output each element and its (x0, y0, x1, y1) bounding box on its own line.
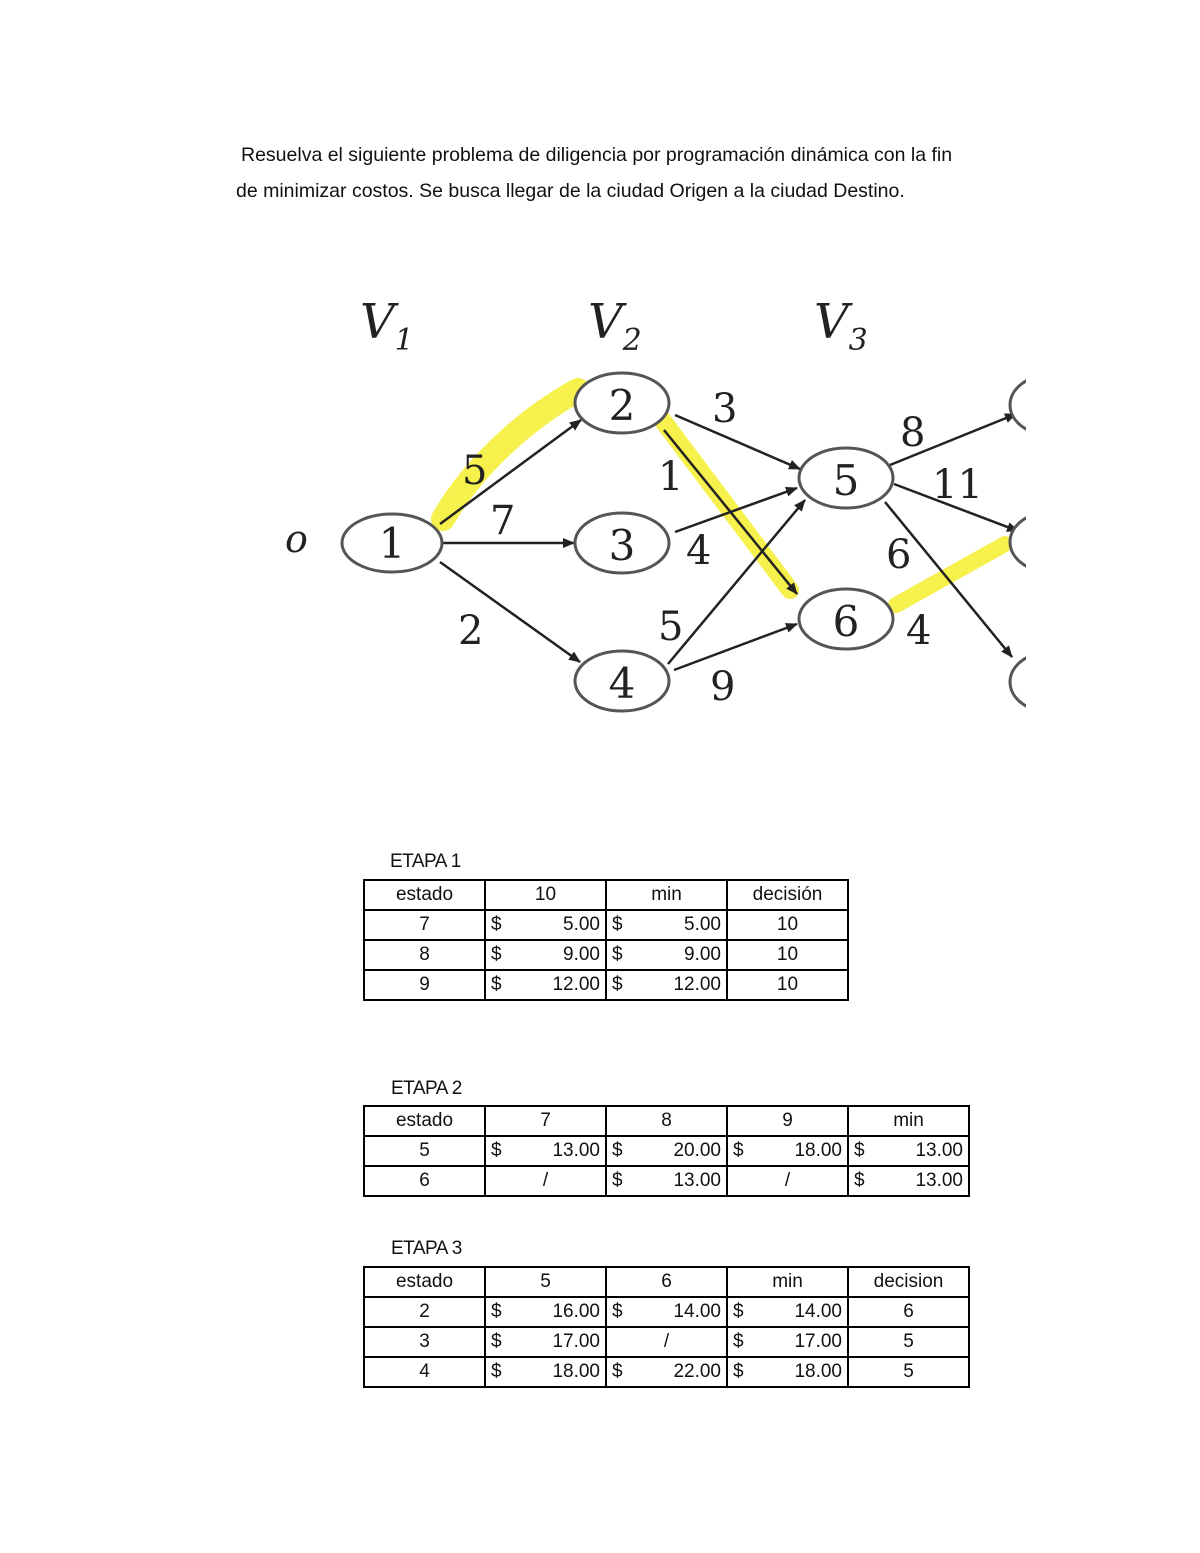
table-cell: 10 (727, 910, 848, 940)
amount-value: 5.00 (563, 914, 600, 935)
node-2 (575, 373, 669, 433)
edge-label: 4 (906, 608, 932, 654)
edge-label: 2 (458, 608, 484, 654)
amount-value: 13.00 (915, 1170, 963, 1191)
edge-label: 6 (886, 532, 912, 578)
edge-label: 1 (658, 454, 684, 500)
table-row (364, 910, 848, 940)
amount-value: 12.00 (673, 974, 721, 995)
amount-value: 22.00 (673, 1361, 721, 1382)
currency-symbol: $ (491, 1140, 502, 1161)
table-cell: 6 (364, 1166, 485, 1196)
amount-value: 9.00 (684, 944, 721, 965)
table-cell (485, 1136, 606, 1166)
currency-symbol: $ (733, 1361, 744, 1382)
table-cell (727, 1357, 848, 1387)
table-cell (606, 1166, 727, 1196)
stage-2-title: ETAPA 2 (391, 1078, 462, 1099)
table-header-row (364, 1106, 969, 1136)
table-row (364, 1357, 969, 1387)
table-cell: 9 (364, 970, 485, 1000)
table-cell (485, 1327, 606, 1357)
table-cell (848, 1166, 969, 1196)
amount-value: 16.00 (552, 1301, 600, 1322)
edge-label: 4 (686, 528, 712, 574)
currency-symbol: $ (854, 1140, 865, 1161)
table-row (364, 1136, 969, 1166)
edge-label: 8 (900, 410, 926, 456)
currency-symbol: $ (612, 1140, 623, 1161)
amount-value: 13.00 (552, 1140, 600, 1161)
table-cell: 7 (364, 910, 485, 940)
table-cell (485, 970, 606, 1000)
table-cell (485, 1357, 606, 1387)
amount-value: 17.00 (552, 1331, 600, 1352)
table-header-row (364, 880, 848, 910)
stage-label-v2: $V_2$ (588, 294, 642, 358)
table-cell: 5 (848, 1357, 969, 1387)
node-partial-mid (1010, 512, 1026, 572)
table-cell: 4 (364, 1357, 485, 1387)
table-cell (727, 1327, 848, 1357)
table-cell: 3 (364, 1327, 485, 1357)
table-header-cell: estado (364, 880, 485, 910)
edge-label: 5 (462, 448, 488, 494)
currency-symbol: $ (733, 1331, 744, 1352)
table-header-cell: min (848, 1106, 969, 1136)
node-partial-top (1010, 375, 1026, 435)
table-cell (727, 1136, 848, 1166)
currency-symbol: $ (491, 1331, 502, 1352)
highlight-stroke (896, 544, 1005, 605)
table-cell (606, 910, 727, 940)
amount-value: 5.00 (684, 914, 721, 935)
node-6 (799, 589, 893, 649)
stage-1-table (363, 879, 849, 1001)
table-header-cell: 8 (606, 1106, 727, 1136)
node-5 (799, 448, 893, 508)
table-header-cell: 7 (485, 1106, 606, 1136)
table-cell: / (606, 1327, 727, 1357)
stage-label-v3: $V_3$ (814, 294, 868, 358)
stage-3-title: ETAPA 3 (391, 1238, 462, 1259)
amount-value: 12.00 (552, 974, 600, 995)
table-cell (606, 1297, 727, 1327)
node-3 (575, 513, 669, 573)
table-header-cell: 6 (606, 1267, 727, 1297)
amount-value: 17.00 (794, 1331, 842, 1352)
table-cell: / (727, 1166, 848, 1196)
currency-symbol: $ (854, 1170, 865, 1191)
svg-text:4: 4 (608, 659, 636, 708)
table-row (364, 1166, 969, 1196)
table-header-cell: min (727, 1267, 848, 1297)
edge-label: 11 (932, 462, 983, 508)
currency-symbol: $ (612, 974, 623, 995)
edge-label: 7 (490, 498, 516, 544)
origin-label: o (285, 517, 308, 561)
table-header-cell: 9 (727, 1106, 848, 1136)
table-cell: 10 (727, 970, 848, 1000)
table-row (364, 970, 848, 1000)
table-header-cell: decision (848, 1267, 969, 1297)
amount-value: 18.00 (794, 1361, 842, 1382)
amount-value: 18.00 (794, 1140, 842, 1161)
amount-value: 14.00 (794, 1301, 842, 1322)
currency-symbol: $ (612, 1361, 623, 1382)
table-row (364, 940, 848, 970)
table-cell (606, 970, 727, 1000)
network-diagram (260, 272, 1026, 722)
svg-text:1: 1 (378, 519, 406, 568)
amount-value: 14.00 (673, 1301, 721, 1322)
node-1 (342, 514, 442, 572)
table-header-cell: min (606, 880, 727, 910)
amount-value: 20.00 (673, 1140, 721, 1161)
currency-symbol: $ (612, 1170, 623, 1191)
table-cell (606, 940, 727, 970)
stage-3-table (363, 1266, 970, 1388)
edge-5-bottom (885, 502, 1012, 657)
svg-text:6: 6 (832, 597, 860, 646)
table-cell: 10 (727, 940, 848, 970)
svg-text:5: 5 (832, 456, 860, 505)
problem-statement-line-1: Resuelva el siguiente problema de diligencia por programación dinámica con la fin (241, 144, 953, 166)
table-cell (485, 940, 606, 970)
amount-value: 9.00 (563, 944, 600, 965)
amount-value: 13.00 (673, 1170, 721, 1191)
table-cell: 5 (848, 1327, 969, 1357)
edge-label: 5 (658, 604, 684, 650)
currency-symbol: $ (612, 944, 623, 965)
table-cell (485, 1297, 606, 1327)
node-partial-bottom (1010, 652, 1026, 712)
stage-1-title: ETAPA 1 (390, 851, 461, 872)
svg-text:2: 2 (608, 381, 636, 430)
currency-symbol: $ (612, 1301, 623, 1322)
edge-4-6 (674, 624, 797, 670)
table-cell (606, 1136, 727, 1166)
currency-symbol: $ (491, 974, 502, 995)
table-header-cell: 5 (485, 1267, 606, 1297)
table-cell (727, 1297, 848, 1327)
table-cell (848, 1136, 969, 1166)
currency-symbol: $ (612, 914, 623, 935)
table-header-cell: estado (364, 1267, 485, 1297)
table-cell (606, 1357, 727, 1387)
stage-label-v1: $V_1$ (360, 294, 414, 358)
currency-symbol: $ (491, 1301, 502, 1322)
amount-value: 13.00 (915, 1140, 963, 1161)
table-row (364, 1297, 969, 1327)
table-cell: 6 (848, 1297, 969, 1327)
table-header-cell: estado (364, 1106, 485, 1136)
svg-text:3: 3 (608, 521, 636, 570)
currency-symbol: $ (491, 914, 502, 935)
table-row (364, 1327, 969, 1357)
table-cell: 2 (364, 1297, 485, 1327)
currency-symbol: $ (491, 1361, 502, 1382)
currency-symbol: $ (733, 1301, 744, 1322)
edge-label: 9 (710, 664, 736, 710)
table-cell: 8 (364, 940, 485, 970)
stage-2-table (363, 1105, 970, 1197)
node-4 (575, 651, 669, 711)
currency-symbol: $ (733, 1140, 744, 1161)
table-header-row (364, 1267, 969, 1297)
table-cell: 5 (364, 1136, 485, 1166)
edge-label: 3 (712, 386, 738, 432)
table-cell (485, 910, 606, 940)
problem-statement-line-2: de minimizar costos. Se busca llegar de la ciudad Origen a la ciudad Destino. (236, 180, 905, 202)
table-header-cell: 10 (485, 880, 606, 910)
currency-symbol: $ (491, 944, 502, 965)
table-header-cell: decisión (727, 880, 848, 910)
table-cell: / (485, 1166, 606, 1196)
amount-value: 18.00 (552, 1361, 600, 1382)
